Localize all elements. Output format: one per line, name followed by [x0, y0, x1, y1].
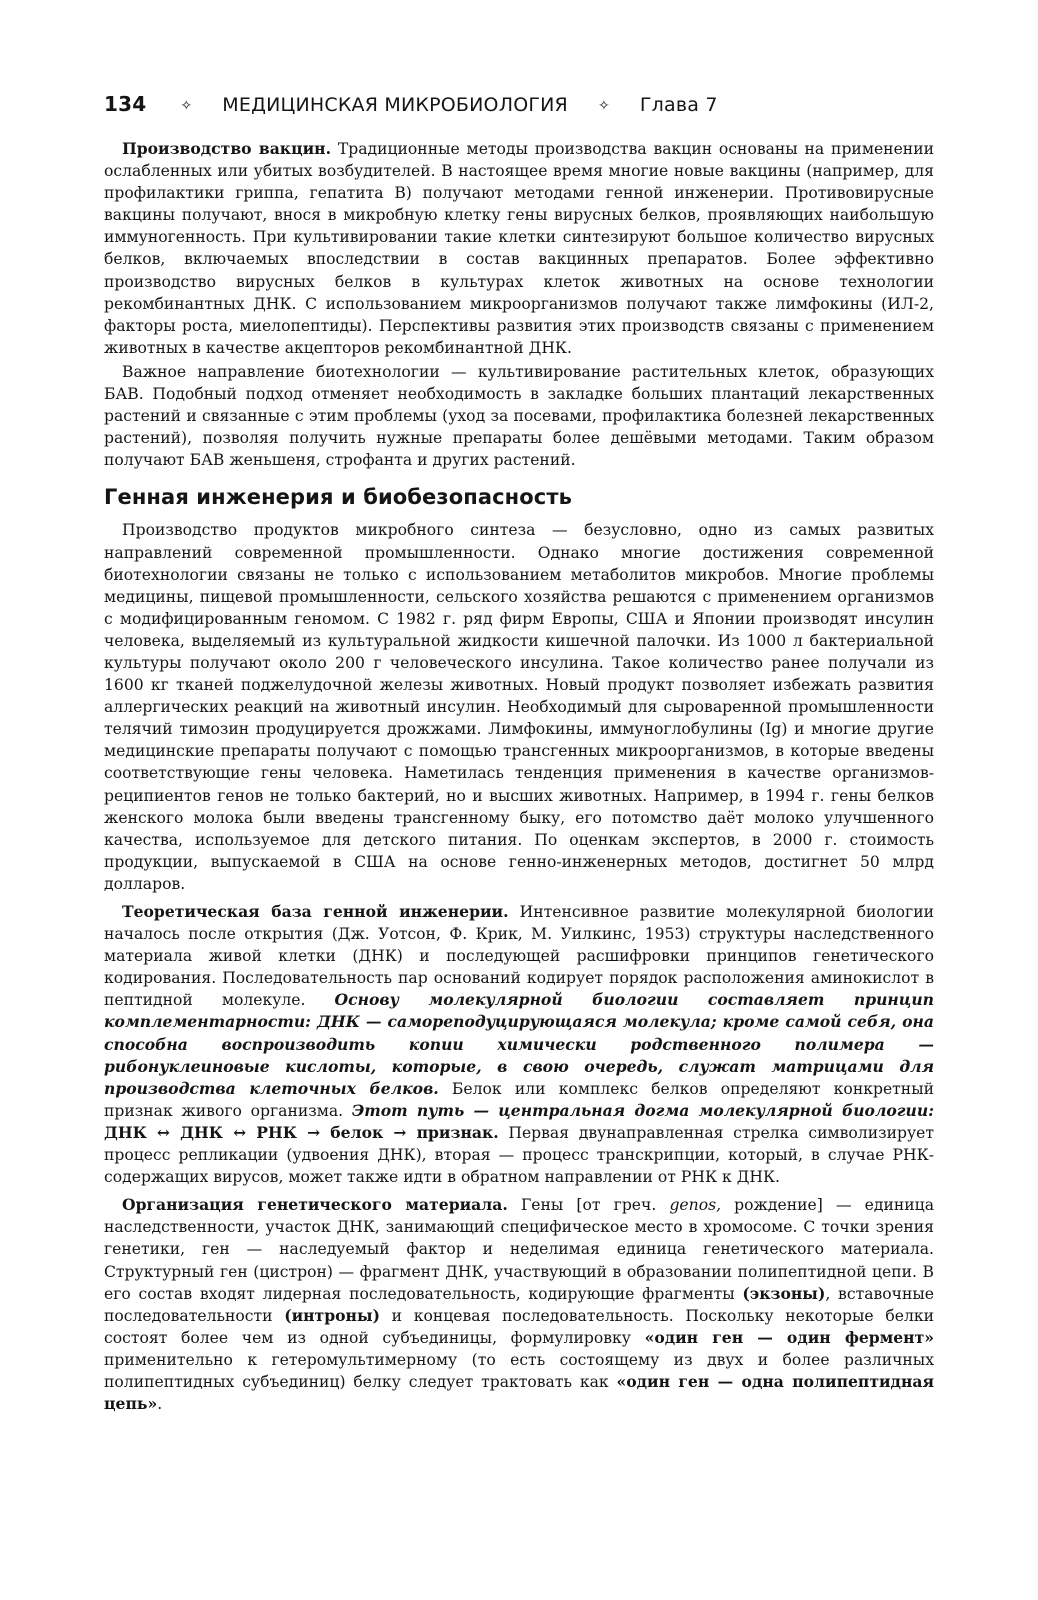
term-exons: (экзоны) [742, 1283, 826, 1303]
paragraph-genetic-engineering [104, 519, 934, 895]
runin-heading-vaccines: Производство вакцин. [122, 139, 331, 158]
paragraph-plants [104, 361, 934, 471]
runin-heading-theory: Теоретическая база генной инженерии. [122, 902, 509, 921]
paragraph-text: , вставочные последовательности [104, 1284, 935, 1325]
emphasis-dogma: Этот путь — центральная догма молекулярной биологии: [351, 1100, 934, 1120]
diamond-separator-icon: ✧ [180, 98, 193, 114]
paragraph-vaccines [104, 138, 934, 359]
diamond-separator-icon: ✧ [597, 98, 610, 114]
paragraph-organization [104, 1194, 934, 1415]
paragraph-text: Белок или комплекс белков определяют конкретный признак живого организма. [104, 1079, 934, 1120]
paragraph-text: применительно к гетеромультимерному (то есть состоящему из двух и более различных полипептидных субъединиц) белку следует трактовать как [104, 1350, 934, 1391]
paragraph-theory [104, 901, 934, 1188]
book-title: МЕДИЦИНСКАЯ МИКРОБИОЛОГИЯ [222, 94, 568, 116]
runin-heading-organization: Организация генетического материала. [122, 1195, 508, 1215]
paragraph-text: . [157, 1395, 163, 1414]
chapter-label: Глава 7 [639, 94, 718, 116]
paragraph-text: Традиционные методы производства вакцин основаны на применении ослабленных или убитых возбудителей. В настоящее время многие новые вакцины (например, для профилактики гриппа, гепатита B) получают методами генной инженерии. Противовирусные вакцины получают, внося в микробную клетку гены вирусных белков, проявляющих наибольшую иммуногенность. При культивировании такие клетки синтезируют большое количество вирусных белков, включаемых впоследствии в состав вакцинных препаратов. Более эффективно производство вирусных белков в культурах клеток животных на основе технологии рекомбинантных ДНК. С использованием микроорганизмов получают также лимфокины (ИЛ-2, факторы роста, миелопептиды). Перспективы развития этих производств связаны с применением животных в качестве акцепторов рекомбинантной ДНК. [104, 140, 934, 357]
paragraph-text: Производство продуктов микробного синтеза — безусловно, одно из самых развитых направлений современной промышленности. Однако многие достижения современной биотехнологии связаны не только с использованием метаболитов микробов. Многие проблемы медицины, пищевой промышленности, сельского хозяйства решаются с применением организмов с модифицированным геномом. С 1982 г. ряд фирм Европы, США и Японии производят инсулин человека, выделяемый из культуральной жидкости кишечной палочки. Из 1000 л бактериальной культуры получают около 200 г человеческого инсулина. Такое количество ранее получали из 1600 кг тканей поджелудочной железы животных. Новый продукт позволяет избежать развития аллергических реакций на животный инсулин. Необходимый для сыроваренной промышленности телячий тимозин продуцируется дрожжами. Лимфокины, иммуноглобулины (Ig) и многие другие медицинские препараты получают с помощью трансгенных микроорганизмов, в которые введены соответствующие гены человека. Наметилась тенденция применения в качестве организмов-реципиентов генов не только бактерий, но и высших животных. Например, в 1994 г. гены белков женского молока были введены трансгенному быку, его потомство даёт молоко улучшенного качества, используемое для детского питания. По оценкам экспертов, в 2000 г. стоимость продукции, выпускаемой в США на основе генно-инженерных методов, достигнет 50 млрд долларов. [104, 521, 934, 893]
paragraph-text: Важное направление биотехнологии — культивирование растительных клеток, образующих БАВ. Подобный подход отменяет необходимость в закладке больших плантаций лекарственных растений и связанные с этим проблемы (уход за посевами, профилактика болезней лекарственных растений), позволяя получить нужные препараты более дешёвыми методами. Таким образом получают БАВ женьшеня, строфанта и других растений. [104, 362, 934, 470]
paragraph-text: Интенсивное развитие молекулярной биологии началось после открытия (Дж. Уотсон, Ф. Крик, М. Уилкинс, 1953) структуры наследственного материала живой клетки (ДНК) и последующей расшифровки принципов генетического кодирования. Последовательность пар оснований кодирует порядок расположения аминокислот в пептидной молекуле. [104, 903, 934, 1010]
paragraph-text: и концевая последовательность. Поскольку некоторые белки состоят более чем из одной субъединицы, формулировку [104, 1306, 934, 1347]
formula-one-gene-one-chain: «один ген — одна полипептидная цепь» [104, 1371, 934, 1414]
page-number: 134 [104, 92, 147, 116]
dogma-formula: ДНК ↔ ДНК ↔ РНК → белок → признак. [104, 1122, 499, 1142]
running-header [104, 92, 934, 116]
formula-one-gene-one-enzyme: «один ген — один фермент» [644, 1327, 934, 1347]
paragraph-text: Гены [от греч. [507, 1196, 670, 1215]
emphasis-principle: Основу молекулярной биологии составляет принцип комплементарности: ДНК — самореподуцирующаяся молекула; кроме самой себя, она способна воспроизводить копии химически родственного полимера — рибонуклеиновые кислоты, которые, в свою очередь, служат матрицами для производства клеточных белков. [104, 990, 935, 1098]
term-introns: (интроны) [284, 1305, 380, 1325]
section-heading: Генная инженерия и биобезопасность [104, 485, 572, 510]
term-genos: genos, [669, 1196, 722, 1215]
paragraph-text: Первая двунаправленная стрелка символизирует процесс репликации (удвоения ДНК), вторая — процесс транскрипции, который, в случае РНК-содержащих вирусов, может также идти в обратном направлении от РНК к ДНК. [104, 1123, 934, 1187]
paragraph-text: рождение] — единица наследственности, участок ДНК, занимающий специфическое место в хромосоме. С точки зрения генетики, ген — наследуемый фактор и неделимая единица генетического материала. Структурный ген (цистрон) — фрагмент ДНК, участвующий в образовании полипептидной цепи. В его состав входят лидерная последовательность, кодирующие фрагменты [104, 1196, 934, 1303]
